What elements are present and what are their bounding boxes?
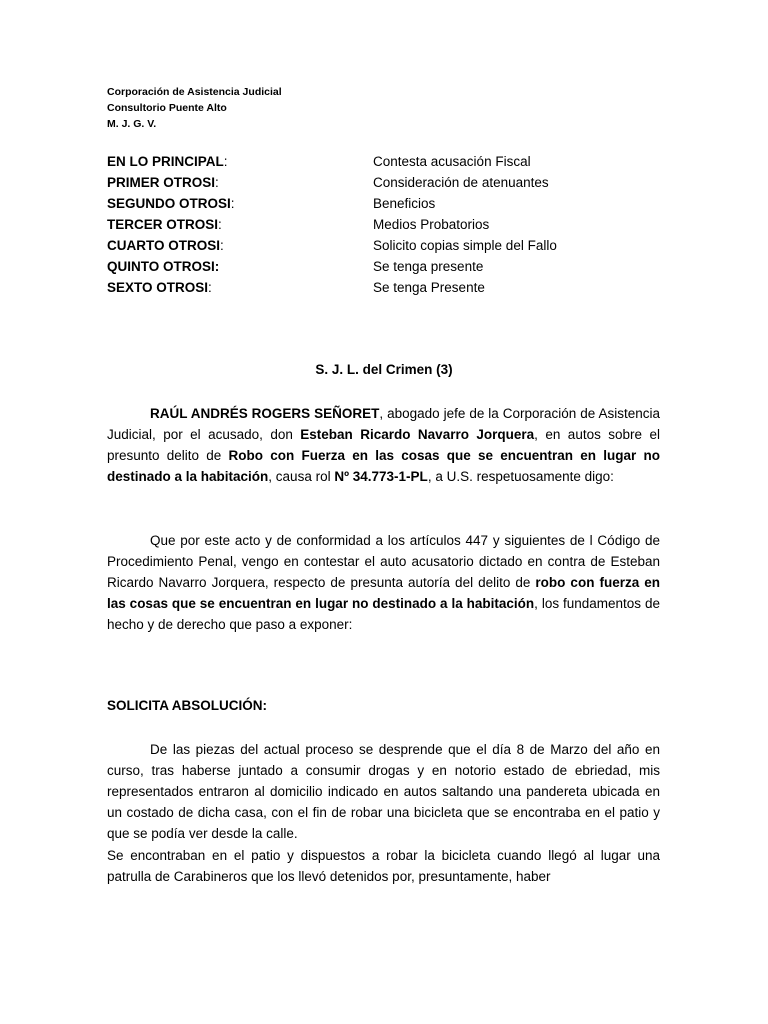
- intro-text-3: , causa rol: [268, 469, 335, 484]
- sumilla-sep: :: [208, 280, 212, 295]
- attorney-name: RAÚL ANDRÉS ROGERS SEÑORET: [150, 406, 380, 421]
- header-line-corporation: Corporación de Asistencia Judicial: [107, 86, 282, 98]
- sumilla-sep: :: [218, 217, 222, 232]
- intro-paragraph: [107, 403, 660, 487]
- sumilla-key: SEGUNDO OTROSI: [107, 196, 231, 211]
- header-line-initials: M. J. G. V.: [107, 118, 157, 130]
- office-header: [107, 84, 282, 132]
- sumilla-value: Beneficios: [373, 196, 436, 211]
- crime-description: Robo con Fuerza en las cosas que se encuentran en lugar no destinado a la habitación: [107, 448, 660, 484]
- sumilla-value: Contesta acusación Fiscal: [373, 154, 531, 169]
- facts-paragraph-continued: Se encontraban en el patio y dispuestos a robar la bicicleta cuando llegó al lugar una patrulla de Carabineros que los llevó detenidos por, presuntamente, haber: [107, 848, 660, 884]
- sumilla-row: [107, 172, 667, 193]
- sumilla-block: [107, 151, 667, 298]
- sumilla-key: PRIMER OTROSI: [107, 175, 216, 190]
- sumilla-value: Medios Probatorios: [373, 217, 490, 232]
- court-addressee: S. J. L. del Crimen (3): [315, 362, 453, 377]
- sumilla-key: SEXTO OTROSI: [107, 280, 209, 295]
- sumilla-value: Se tenga presente: [373, 259, 484, 274]
- intro-text-2: , en autos sobre el presunto delito de: [107, 427, 660, 463]
- sumilla-sep: :: [220, 238, 224, 253]
- accused-name: Esteban Ricardo Navarro Jorquera: [300, 427, 535, 442]
- sumilla-value: Consideración de atenuantes: [373, 175, 549, 190]
- sumilla-row: [107, 214, 667, 235]
- sumilla-row: [107, 235, 667, 256]
- case-number: Nº 34.773-1-PL: [334, 469, 428, 484]
- sumilla-row: [107, 277, 667, 298]
- sumilla-key: EN LO PRINCIPAL: [107, 154, 224, 169]
- sumilla-row: [107, 256, 667, 277]
- answer-text-1: Que por este acto y de conformidad a los artículos 447 y siguientes de l Código de Procedimiento Penal, vengo en contestar el auto acusatorio dictado en contra de Esteban Ricardo Navarro Jorquera, respecto de presunta autoría del delito de: [107, 533, 660, 590]
- sumilla-sep: :: [215, 175, 219, 190]
- sumilla-value: Solicito copias simple del Fallo: [373, 238, 557, 253]
- sumilla-key: TERCER OTROSI: [107, 217, 219, 232]
- sumilla-key: CUARTO OTROSI: [107, 238, 221, 253]
- sumilla-sep: :: [230, 196, 235, 211]
- answer-text-2: , los fundamentos de hecho y de derecho que paso a exponer:: [107, 596, 660, 632]
- sumilla-row: [107, 193, 667, 214]
- answer-crime: robo con fuerza en las cosas que se encuentran en lugar no destinado a la habitación: [107, 575, 660, 611]
- intro-text-4: , a U.S. respetuosamente digo:: [427, 469, 614, 484]
- sumilla-row: [107, 151, 667, 172]
- sumilla-key: QUINTO OTROSI:: [107, 259, 220, 274]
- facts-paragraph: De las piezas del actual proceso se desprende que el día 8 de Marzo del año en curso, tras haberse juntado a consumir drogas y en notorio estado de ebriedad, mis representados entraron al domicilio indicado en autos saltando una pandereta ubicada en un costado de dicha casa, con el fin de robar una bicicleta que se encontraba en el patio y que se podía ver desde la calle.: [107, 742, 660, 841]
- sumilla-value: Se tenga Presente: [373, 280, 485, 295]
- answer-paragraph: [107, 530, 660, 635]
- intro-text-1: , abogado jefe de la Corporación de Asistencia Judicial, por el acusado, don: [107, 406, 660, 442]
- sumilla-sep: :: [223, 154, 228, 169]
- section-title: SOLICITA ABSOLUCIÓN:: [107, 698, 267, 713]
- header-line-office: Consultorio Puente Alto: [107, 102, 227, 114]
